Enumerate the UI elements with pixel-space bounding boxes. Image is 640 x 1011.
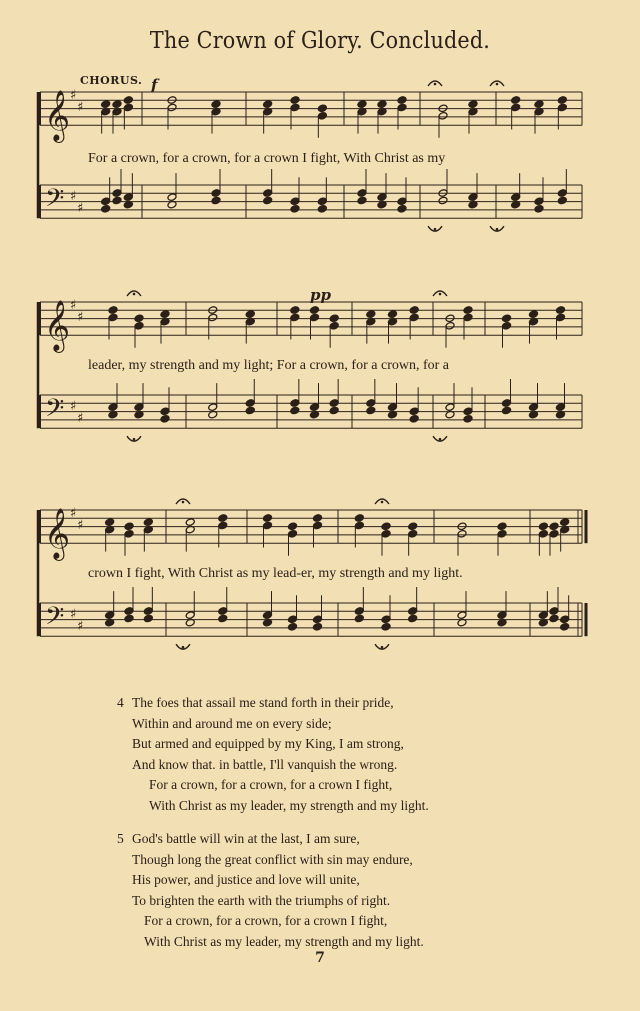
bass-clef-icon: 𝄢 bbox=[45, 394, 65, 429]
sharp-icon: ♯ bbox=[77, 411, 84, 426]
note-head bbox=[218, 607, 228, 616]
stanza-line: Within and around me on every side; bbox=[132, 715, 332, 731]
treble-clef-icon: 𝄞 bbox=[44, 508, 71, 559]
note-head bbox=[538, 530, 548, 539]
sharp-icon: ♯ bbox=[77, 100, 84, 115]
stanza-line: And know that. in battle, I'll vanquish the wrong. bbox=[132, 756, 398, 772]
note-head bbox=[263, 611, 273, 620]
note-head bbox=[549, 522, 559, 531]
note-head bbox=[313, 623, 323, 632]
sharp-icon: ♯ bbox=[70, 506, 77, 521]
sharp-icon: ♯ bbox=[77, 518, 84, 533]
note-head bbox=[549, 530, 559, 539]
note-head bbox=[408, 522, 418, 531]
note-head bbox=[263, 521, 273, 530]
stanza-line: God's battle will win at the last, I am sure, bbox=[132, 831, 360, 846]
fermata-dot bbox=[381, 646, 384, 649]
stanza-4 bbox=[117, 693, 429, 817]
bass-clef-icon: 𝄢 bbox=[45, 602, 65, 637]
treble-clef-icon: 𝄞 bbox=[44, 300, 71, 351]
note-head bbox=[288, 623, 298, 632]
fermata-dot bbox=[182, 646, 185, 649]
lyric-line-1: For a crown, for a crown, for a crown I fight, With Christ as my bbox=[88, 151, 446, 166]
note-head bbox=[354, 521, 364, 530]
note-head bbox=[185, 611, 195, 620]
treble-clef-icon: 𝄞 bbox=[44, 90, 71, 141]
sharp-icon: ♯ bbox=[70, 399, 77, 414]
note-head bbox=[313, 615, 323, 624]
note-head bbox=[538, 611, 548, 620]
note-head bbox=[218, 514, 228, 523]
note-head bbox=[549, 614, 559, 623]
sharp-icon: ♯ bbox=[70, 189, 77, 204]
fermata-dot bbox=[182, 501, 185, 504]
note-head bbox=[288, 530, 298, 539]
note-head bbox=[143, 518, 153, 527]
stanza-line: For a crown, for a crown, for a crown I fight, bbox=[144, 913, 388, 929]
stanza-line: But armed and equipped by my King, I am strong, bbox=[132, 736, 404, 752]
lyric-line-3: crown I fight, With Christ as my lead-er, my strength and my light. bbox=[88, 566, 463, 581]
note-head bbox=[143, 607, 153, 616]
note-head bbox=[354, 607, 364, 616]
note-head bbox=[105, 518, 115, 527]
note-head bbox=[381, 522, 391, 531]
note-head bbox=[218, 521, 228, 530]
note-head bbox=[560, 623, 570, 632]
fermata-dot bbox=[381, 501, 384, 504]
note-head bbox=[124, 614, 134, 623]
note-head bbox=[218, 614, 228, 623]
page-number: 7 bbox=[315, 950, 325, 966]
sharp-icon: ♯ bbox=[77, 201, 84, 216]
bass-clef-icon: 𝄢 bbox=[45, 184, 65, 219]
bass-staff bbox=[40, 587, 586, 637]
note-head bbox=[288, 522, 298, 531]
note-head bbox=[408, 614, 418, 623]
note-head bbox=[381, 615, 391, 624]
stanza-line: With Christ as my leader, my strength and my light. bbox=[144, 933, 424, 949]
note-head bbox=[288, 615, 298, 624]
note-head bbox=[497, 611, 507, 620]
note-head bbox=[457, 611, 467, 620]
note-head bbox=[263, 514, 273, 523]
note-head bbox=[560, 615, 570, 624]
note-head bbox=[185, 518, 195, 527]
dynamic-forte: f bbox=[151, 76, 158, 94]
note-head bbox=[143, 614, 153, 623]
note-head bbox=[313, 521, 323, 530]
lyric-line-2: leader, my strength and my light; For a crown, for a crown, for a bbox=[88, 358, 449, 373]
dynamic-pianissimo: pp bbox=[310, 286, 331, 304]
stanza-line: The foes that assail me stand forth in their pride, bbox=[132, 695, 394, 710]
note-head bbox=[381, 623, 391, 632]
note-head bbox=[560, 518, 570, 527]
note-head bbox=[124, 530, 134, 539]
note-head bbox=[549, 607, 559, 616]
note-head bbox=[124, 522, 134, 531]
note-head bbox=[313, 514, 323, 523]
stanza-line: His power, and justice and love will unite, bbox=[132, 872, 360, 888]
sharp-icon: ♯ bbox=[70, 298, 77, 313]
sharp-icon: ♯ bbox=[70, 607, 77, 622]
note-head bbox=[538, 522, 548, 531]
stanza-line: With Christ as my leader, my strength and my light. bbox=[149, 797, 429, 813]
sharp-icon: ♯ bbox=[77, 619, 84, 634]
sharp-icon: ♯ bbox=[77, 310, 84, 325]
note-head bbox=[408, 530, 418, 539]
stanza-5 bbox=[117, 829, 424, 953]
stanza-number: 4 bbox=[117, 695, 124, 710]
chorus-label: CHORUS. bbox=[80, 74, 143, 87]
note-head bbox=[381, 530, 391, 539]
note-head bbox=[457, 530, 467, 539]
treble-staff bbox=[40, 506, 586, 561]
note-head bbox=[105, 611, 115, 620]
stanza-line: Though long the great conflict with sin may endure, bbox=[132, 851, 413, 867]
note-head bbox=[354, 614, 364, 623]
note-head bbox=[497, 522, 507, 531]
hymn-title: The Crown of Glory. Concluded. bbox=[149, 28, 491, 54]
note-head bbox=[124, 607, 134, 616]
note-head bbox=[408, 607, 418, 616]
note-head bbox=[354, 514, 364, 523]
stanza-number: 5 bbox=[117, 831, 124, 846]
note-head bbox=[497, 530, 507, 539]
sharp-icon: ♯ bbox=[70, 88, 77, 103]
stanza-line: To brighten the earth with the triumphs of right. bbox=[132, 892, 391, 908]
stanza-line: For a crown, for a crown, for a crown I fight, bbox=[149, 777, 393, 793]
